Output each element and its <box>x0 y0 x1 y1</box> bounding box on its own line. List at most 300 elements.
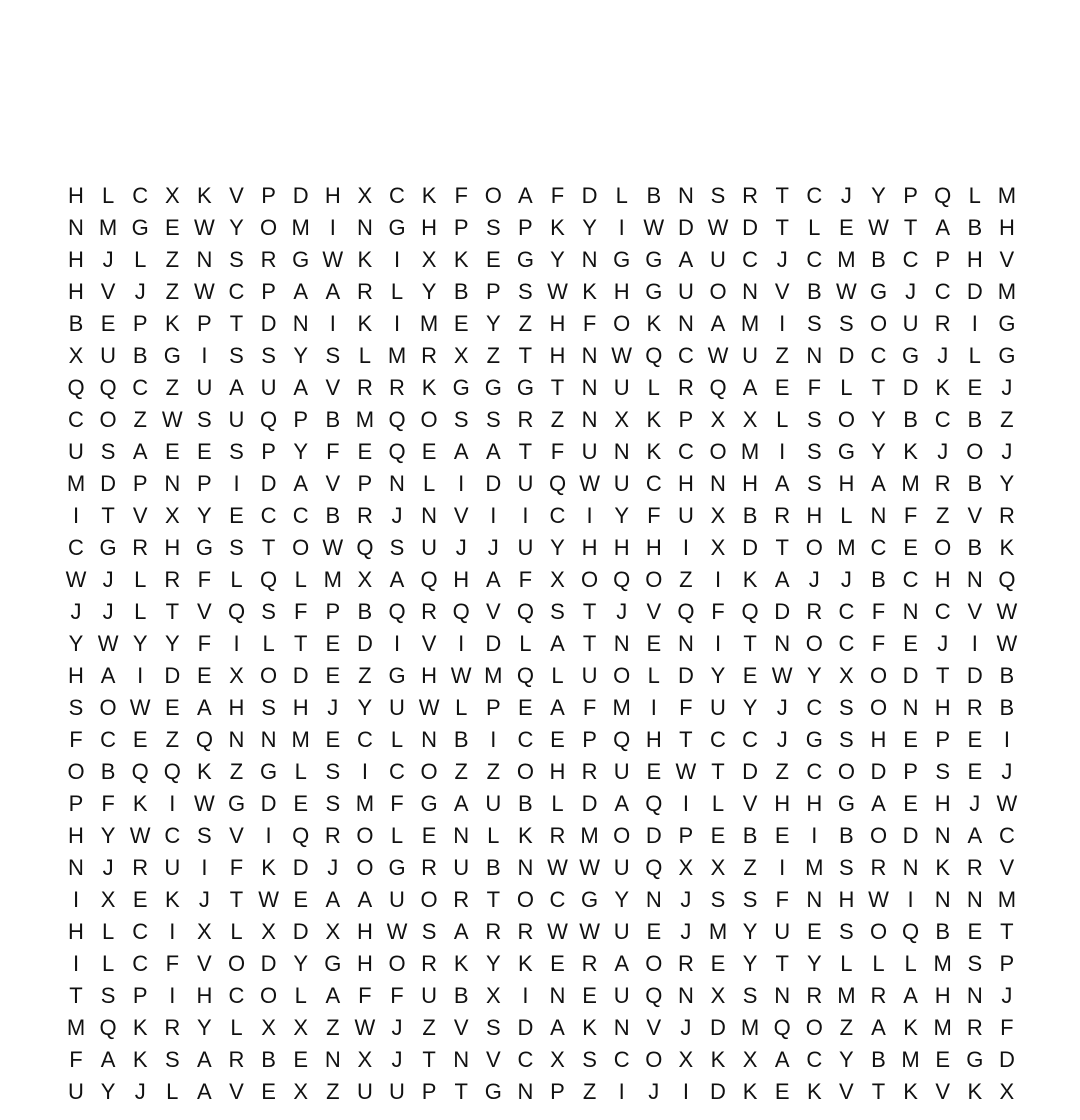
letter-cell[interactable]: B <box>967 471 983 496</box>
letter-cell[interactable]: H <box>838 471 855 496</box>
letter-cell[interactable]: R <box>966 695 983 720</box>
letter-cell[interactable]: B <box>100 759 116 784</box>
letter-cell[interactable]: C <box>132 951 149 976</box>
letter-cell[interactable]: N <box>68 855 84 880</box>
letter-cell[interactable]: U <box>677 279 694 304</box>
letter-cell[interactable]: F <box>1000 1015 1014 1040</box>
letter-cell[interactable]: S <box>839 855 854 880</box>
letter-cell[interactable]: P <box>582 727 597 752</box>
letter-cell[interactable]: T <box>935 663 950 688</box>
letter-cell[interactable]: P <box>197 311 212 336</box>
letter-cell[interactable]: H <box>613 279 630 304</box>
letter-cell[interactable]: G <box>837 439 855 464</box>
letter-cell[interactable]: B <box>325 503 341 528</box>
letter-cell[interactable]: G <box>131 215 149 240</box>
letter-cell[interactable]: N <box>613 1015 630 1040</box>
letter-cell[interactable]: E <box>197 663 212 688</box>
letter-cell[interactable]: E <box>935 1047 951 1072</box>
letter-cell[interactable]: K <box>903 1015 918 1040</box>
letter-cell[interactable]: P <box>293 407 309 432</box>
letter-cell[interactable]: G <box>260 759 278 784</box>
letter-cell[interactable]: Q <box>99 1015 117 1040</box>
letter-cell[interactable]: Z <box>326 1079 340 1104</box>
letter-cell[interactable]: L <box>358 343 372 368</box>
letter-cell[interactable]: J <box>648 1079 660 1104</box>
letter-cell[interactable]: X <box>710 855 726 880</box>
letter-cell[interactable]: O <box>388 951 406 976</box>
letter-cell[interactable]: Z <box>935 503 950 528</box>
letter-cell[interactable]: N <box>934 823 951 848</box>
letter-cell[interactable]: A <box>197 1079 212 1104</box>
letter-cell[interactable]: G <box>902 343 920 368</box>
letter-cell[interactable]: D <box>742 535 759 560</box>
letter-cell[interactable]: Q <box>645 983 663 1008</box>
letter-cell[interactable]: D <box>645 823 662 848</box>
letter-cell[interactable]: T <box>871 1079 886 1104</box>
letter-cell[interactable]: Q <box>516 599 534 624</box>
letter-cell[interactable]: N <box>870 503 887 528</box>
letter-cell[interactable]: S <box>806 471 822 496</box>
letter-cell[interactable]: H <box>934 983 951 1008</box>
letter-cell[interactable]: Y <box>614 887 630 912</box>
letter-cell[interactable]: Q <box>645 791 663 816</box>
letter-cell[interactable]: O <box>869 823 888 848</box>
letter-cell[interactable]: D <box>581 183 598 208</box>
letter-cell[interactable]: K <box>421 183 437 208</box>
letter-cell[interactable]: I <box>779 439 786 464</box>
letter-cell[interactable]: O <box>613 823 631 848</box>
letter-cell[interactable]: N <box>68 215 84 240</box>
letter-cell[interactable]: Z <box>165 727 180 752</box>
letter-cell[interactable]: D <box>100 471 117 496</box>
letter-cell[interactable]: A <box>485 439 501 464</box>
letter-cell[interactable]: F <box>711 599 725 624</box>
letter-cell[interactable]: M <box>933 951 952 976</box>
letter-cell[interactable]: U <box>774 919 791 944</box>
letter-cell[interactable]: N <box>228 727 245 752</box>
letter-cell[interactable]: W <box>65 567 87 592</box>
letter-cell[interactable]: G <box>613 247 631 272</box>
letter-cell[interactable]: T <box>486 887 501 912</box>
letter-cell[interactable]: I <box>265 823 272 848</box>
letter-cell[interactable]: I <box>811 823 818 848</box>
letter-cell[interactable]: H <box>838 887 855 912</box>
letter-cell[interactable]: V <box>646 599 662 624</box>
letter-cell[interactable]: M <box>484 663 503 688</box>
letter-cell[interactable]: Q <box>998 567 1016 592</box>
letter-cell[interactable]: A <box>325 887 341 912</box>
letter-cell[interactable]: P <box>68 791 84 816</box>
letter-cell[interactable]: W <box>996 599 1018 624</box>
letter-cell[interactable]: S <box>325 343 341 368</box>
letter-cell[interactable]: M <box>740 311 760 336</box>
letter-cell[interactable]: I <box>522 983 529 1008</box>
letter-cell[interactable]: Q <box>356 535 374 560</box>
letter-cell[interactable]: C <box>164 823 181 848</box>
letter-cell[interactable]: L <box>647 663 660 688</box>
letter-cell[interactable]: Y <box>806 663 822 688</box>
letter-cell[interactable]: H <box>677 471 694 496</box>
letter-cell[interactable]: L <box>294 759 307 784</box>
letter-cell[interactable]: N <box>581 247 598 272</box>
letter-cell[interactable]: K <box>518 823 533 848</box>
letter-cell[interactable]: K <box>357 311 373 336</box>
letter-cell[interactable]: N <box>934 887 951 912</box>
letter-cell[interactable]: T <box>775 951 789 976</box>
letter-cell[interactable]: C <box>806 183 823 208</box>
letter-cell[interactable]: C <box>806 695 823 720</box>
letter-cell[interactable]: J <box>905 279 917 304</box>
letter-cell[interactable]: Y <box>999 471 1015 496</box>
letter-cell[interactable]: J <box>391 1015 403 1040</box>
letter-cell[interactable]: L <box>711 791 725 816</box>
letter-cell[interactable]: E <box>164 215 180 240</box>
letter-cell[interactable]: A <box>197 695 212 720</box>
letter-cell[interactable]: D <box>485 471 502 496</box>
letter-cell[interactable]: L <box>487 823 500 848</box>
letter-cell[interactable]: F <box>326 439 340 464</box>
letter-cell[interactable]: N <box>356 215 373 240</box>
letter-cell[interactable]: K <box>421 375 437 400</box>
letter-cell[interactable]: W <box>129 823 151 848</box>
letter-cell[interactable]: D <box>902 375 919 400</box>
letter-cell[interactable]: Y <box>550 535 565 560</box>
letter-cell[interactable]: V <box>229 1079 244 1104</box>
letter-cell[interactable]: Z <box>743 855 757 880</box>
letter-cell[interactable]: N <box>453 823 470 848</box>
letter-cell[interactable]: G <box>581 887 599 912</box>
letter-cell[interactable]: E <box>132 727 148 752</box>
letter-cell[interactable]: G <box>292 247 310 272</box>
letter-cell[interactable]: V <box>197 951 212 976</box>
letter-cell[interactable]: C <box>870 343 887 368</box>
letter-cell[interactable]: O <box>581 567 599 592</box>
letter-cell[interactable]: R <box>485 919 502 944</box>
letter-cell[interactable]: M <box>580 823 599 848</box>
letter-cell[interactable]: E <box>646 631 662 656</box>
letter-cell[interactable]: X <box>710 535 726 560</box>
letter-cell[interactable]: P <box>903 759 918 784</box>
letter-cell[interactable]: S <box>485 1015 501 1040</box>
letter-cell[interactable]: B <box>357 599 373 624</box>
letter-cell[interactable]: W <box>643 215 665 240</box>
letter-cell[interactable]: Y <box>132 631 148 656</box>
letter-cell[interactable]: B <box>839 823 854 848</box>
letter-cell[interactable]: K <box>582 1015 597 1040</box>
letter-cell[interactable]: Z <box>454 759 468 784</box>
letter-cell[interactable]: L <box>551 791 564 816</box>
letter-cell[interactable]: U <box>68 1079 84 1104</box>
letter-cell[interactable]: E <box>967 375 983 400</box>
letter-cell[interactable]: I <box>907 887 914 912</box>
letter-cell[interactable]: N <box>677 311 694 336</box>
letter-cell[interactable]: D <box>774 599 791 624</box>
letter-cell[interactable]: Y <box>742 919 758 944</box>
letter-cell[interactable]: S <box>742 887 758 912</box>
letter-cell[interactable]: X <box>710 407 726 432</box>
letter-cell[interactable]: F <box>871 599 886 624</box>
letter-cell[interactable]: J <box>969 791 981 816</box>
letter-cell[interactable]: E <box>100 311 116 336</box>
letter-cell[interactable]: L <box>776 407 789 432</box>
letter-cell[interactable]: G <box>484 1079 502 1104</box>
letter-cell[interactable]: B <box>871 1047 886 1072</box>
letter-cell[interactable]: H <box>934 791 951 816</box>
letter-cell[interactable]: R <box>356 503 373 528</box>
letter-cell[interactable]: H <box>549 759 566 784</box>
letter-cell[interactable]: I <box>618 215 625 240</box>
letter-cell[interactable]: R <box>260 247 277 272</box>
letter-cell[interactable]: S <box>550 599 565 624</box>
letter-cell[interactable]: J <box>134 279 146 304</box>
letter-cell[interactable]: M <box>66 471 86 496</box>
letter-cell[interactable]: P <box>421 1079 437 1104</box>
letter-cell[interactable]: O <box>420 887 438 912</box>
letter-cell[interactable]: V <box>742 791 758 816</box>
letter-cell[interactable]: M <box>708 919 728 944</box>
letter-cell[interactable]: I <box>201 855 208 880</box>
letter-cell[interactable]: M <box>291 727 310 752</box>
letter-cell[interactable]: L <box>808 215 821 240</box>
letter-cell[interactable]: I <box>458 631 465 656</box>
letter-cell[interactable]: H <box>68 663 84 688</box>
letter-cell[interactable]: C <box>613 1047 630 1072</box>
letter-cell[interactable]: K <box>935 855 951 880</box>
letter-cell[interactable]: K <box>935 375 951 400</box>
letter-cell[interactable]: B <box>646 183 662 208</box>
letter-cell[interactable]: O <box>709 279 727 304</box>
letter-cell[interactable]: Z <box>165 279 180 304</box>
letter-cell[interactable]: V <box>774 279 790 304</box>
letter-cell[interactable]: X <box>68 343 84 368</box>
letter-cell[interactable]: K <box>453 247 469 272</box>
letter-cell[interactable]: I <box>233 471 240 496</box>
letter-cell[interactable]: W <box>868 887 889 912</box>
letter-cell[interactable]: I <box>682 791 689 816</box>
letter-cell[interactable]: A <box>485 567 501 592</box>
letter-cell[interactable]: F <box>550 183 565 208</box>
letter-cell[interactable]: Z <box>229 759 244 784</box>
letter-cell[interactable]: S <box>197 823 212 848</box>
letter-cell[interactable]: Z <box>550 407 565 432</box>
letter-cell[interactable]: H <box>806 791 823 816</box>
letter-cell[interactable]: M <box>66 1015 86 1040</box>
letter-cell[interactable]: P <box>261 183 276 208</box>
letter-cell[interactable]: O <box>260 663 278 688</box>
letter-cell[interactable]: U <box>581 663 598 688</box>
letter-cell[interactable]: S <box>389 535 405 560</box>
letter-cell[interactable]: W <box>354 1015 376 1040</box>
letter-cell[interactable]: Z <box>582 1079 597 1104</box>
letter-cell[interactable]: D <box>902 663 919 688</box>
letter-cell[interactable]: N <box>677 631 694 656</box>
letter-cell[interactable]: A <box>357 887 373 912</box>
letter-cell[interactable]: J <box>391 1047 403 1072</box>
letter-cell[interactable]: R <box>870 983 887 1008</box>
letter-cell[interactable]: E <box>421 823 437 848</box>
letter-cell[interactable]: A <box>229 375 244 400</box>
letter-cell[interactable]: N <box>549 983 566 1008</box>
letter-cell[interactable]: R <box>998 503 1015 528</box>
letter-cell[interactable]: B <box>742 823 758 848</box>
letter-cell[interactable]: O <box>227 951 246 976</box>
letter-cell[interactable]: U <box>421 535 438 560</box>
letter-cell[interactable]: I <box>329 311 336 336</box>
letter-cell[interactable]: C <box>902 247 919 272</box>
letter-cell[interactable]: J <box>776 695 788 720</box>
letter-cell[interactable]: F <box>679 695 693 720</box>
letter-cell[interactable]: F <box>165 951 180 976</box>
letter-cell[interactable]: Y <box>293 951 309 976</box>
letter-cell[interactable]: E <box>903 791 918 816</box>
letter-cell[interactable]: S <box>839 311 854 336</box>
letter-cell[interactable]: E <box>710 951 726 976</box>
letter-cell[interactable]: X <box>261 919 276 944</box>
letter-cell[interactable]: U <box>453 855 470 880</box>
letter-cell[interactable]: A <box>550 631 565 656</box>
letter-cell[interactable]: R <box>806 599 823 624</box>
letter-cell[interactable]: K <box>646 407 662 432</box>
letter-cell[interactable]: S <box>68 695 84 720</box>
letter-cell[interactable]: A <box>518 183 533 208</box>
letter-cell[interactable]: B <box>903 407 918 432</box>
letter-cell[interactable]: L <box>519 631 532 656</box>
letter-cell[interactable]: P <box>261 279 276 304</box>
letter-cell[interactable]: L <box>390 727 404 752</box>
letter-cell[interactable]: P <box>132 983 148 1008</box>
letter-cell[interactable]: V <box>453 1015 469 1040</box>
letter-cell[interactable]: W <box>194 215 215 240</box>
letter-cell[interactable]: R <box>356 279 373 304</box>
letter-cell[interactable]: D <box>260 791 277 816</box>
letter-cell[interactable]: J <box>102 567 114 592</box>
letter-cell[interactable]: V <box>999 247 1015 272</box>
letter-cell[interactable]: F <box>197 567 212 592</box>
letter-cell[interactable]: Q <box>741 599 759 624</box>
letter-cell[interactable]: X <box>742 1047 758 1072</box>
letter-cell[interactable]: N <box>710 471 726 496</box>
letter-cell[interactable]: S <box>197 407 212 432</box>
letter-cell[interactable]: U <box>68 439 84 464</box>
letter-cell[interactable]: X <box>550 567 565 592</box>
letter-cell[interactable]: S <box>421 919 437 944</box>
letter-cell[interactable]: Z <box>1000 407 1014 432</box>
letter-cell[interactable]: T <box>711 759 725 784</box>
letter-cell[interactable]: O <box>837 759 855 784</box>
letter-cell[interactable]: O <box>99 407 117 432</box>
letter-cell[interactable]: O <box>869 311 888 336</box>
letter-cell[interactable]: D <box>902 823 919 848</box>
letter-cell[interactable]: R <box>421 951 438 976</box>
letter-cell[interactable]: G <box>998 343 1016 368</box>
letter-cell[interactable]: H <box>742 471 759 496</box>
letter-cell[interactable]: D <box>677 663 694 688</box>
letter-cell[interactable]: K <box>261 855 276 880</box>
letter-cell[interactable]: W <box>386 919 408 944</box>
letter-cell[interactable]: E <box>293 791 309 816</box>
letter-cell[interactable]: C <box>838 599 855 624</box>
letter-cell[interactable]: A <box>614 951 630 976</box>
letter-cell[interactable]: B <box>967 215 983 240</box>
letter-cell[interactable]: N <box>677 983 694 1008</box>
letter-cell[interactable]: R <box>356 375 373 400</box>
letter-cell[interactable]: V <box>967 503 983 528</box>
letter-cell[interactable]: L <box>551 663 564 688</box>
letter-cell[interactable]: U <box>421 983 438 1008</box>
letter-cell[interactable]: J <box>102 855 114 880</box>
letter-cell[interactable]: Q <box>902 919 920 944</box>
letter-cell[interactable]: Q <box>677 599 695 624</box>
letter-cell[interactable]: Q <box>452 599 470 624</box>
letter-cell[interactable]: M <box>323 567 342 592</box>
letter-cell[interactable]: K <box>903 439 918 464</box>
letter-cell[interactable]: U <box>260 375 277 400</box>
letter-cell[interactable]: E <box>325 727 341 752</box>
letter-cell[interactable]: N <box>902 695 919 720</box>
letter-cell[interactable]: L <box>101 919 115 944</box>
letter-cell[interactable]: T <box>1000 919 1014 944</box>
letter-cell[interactable]: T <box>679 727 693 752</box>
letter-cell[interactable]: B <box>999 695 1015 720</box>
letter-cell[interactable]: X <box>678 855 694 880</box>
letter-cell[interactable]: O <box>709 439 727 464</box>
letter-cell[interactable]: H <box>68 247 84 272</box>
letter-cell[interactable]: X <box>100 887 116 912</box>
letter-cell[interactable]: Q <box>67 375 85 400</box>
letter-cell[interactable]: C <box>838 631 855 656</box>
letter-cell[interactable]: T <box>871 375 886 400</box>
letter-cell[interactable]: O <box>67 759 85 784</box>
letter-cell[interactable]: Y <box>68 631 84 656</box>
letter-cell[interactable]: J <box>391 503 403 528</box>
letter-cell[interactable]: K <box>742 1079 758 1104</box>
letter-cell[interactable]: N <box>677 183 694 208</box>
letter-cell[interactable]: X <box>710 503 726 528</box>
letter-cell[interactable]: F <box>582 695 597 720</box>
letter-cell[interactable]: G <box>388 663 406 688</box>
letter-cell[interactable]: S <box>164 1047 180 1072</box>
letter-cell[interactable]: H <box>934 567 951 592</box>
letter-cell[interactable]: D <box>292 663 309 688</box>
letter-cell[interactable]: W <box>611 343 633 368</box>
letter-cell[interactable]: H <box>228 695 245 720</box>
letter-cell[interactable]: E <box>164 695 180 720</box>
letter-cell[interactable]: S <box>261 695 276 720</box>
letter-cell[interactable]: N <box>966 983 983 1008</box>
letter-cell[interactable]: N <box>966 567 983 592</box>
letter-cell[interactable]: S <box>261 343 276 368</box>
letter-cell[interactable]: S <box>261 599 276 624</box>
letter-cell[interactable]: L <box>840 503 853 528</box>
letter-cell[interactable]: A <box>774 471 790 496</box>
letter-cell[interactable]: Z <box>133 407 147 432</box>
letter-cell[interactable]: N <box>196 247 213 272</box>
letter-cell[interactable]: S <box>967 951 983 976</box>
letter-cell[interactable]: D <box>710 1079 726 1104</box>
letter-cell[interactable]: U <box>710 247 726 272</box>
letter-cell[interactable]: B <box>935 919 951 944</box>
letter-cell[interactable]: J <box>198 887 210 912</box>
letter-cell[interactable]: V <box>100 279 116 304</box>
letter-cell[interactable]: M <box>901 1047 920 1072</box>
letter-cell[interactable]: L <box>166 1079 179 1104</box>
letter-cell[interactable]: D <box>838 343 855 368</box>
letter-cell[interactable]: R <box>677 951 694 976</box>
letter-cell[interactable]: G <box>388 215 406 240</box>
letter-cell[interactable]: R <box>966 855 983 880</box>
letter-cell[interactable]: J <box>937 439 949 464</box>
letter-cell[interactable]: T <box>903 215 918 240</box>
